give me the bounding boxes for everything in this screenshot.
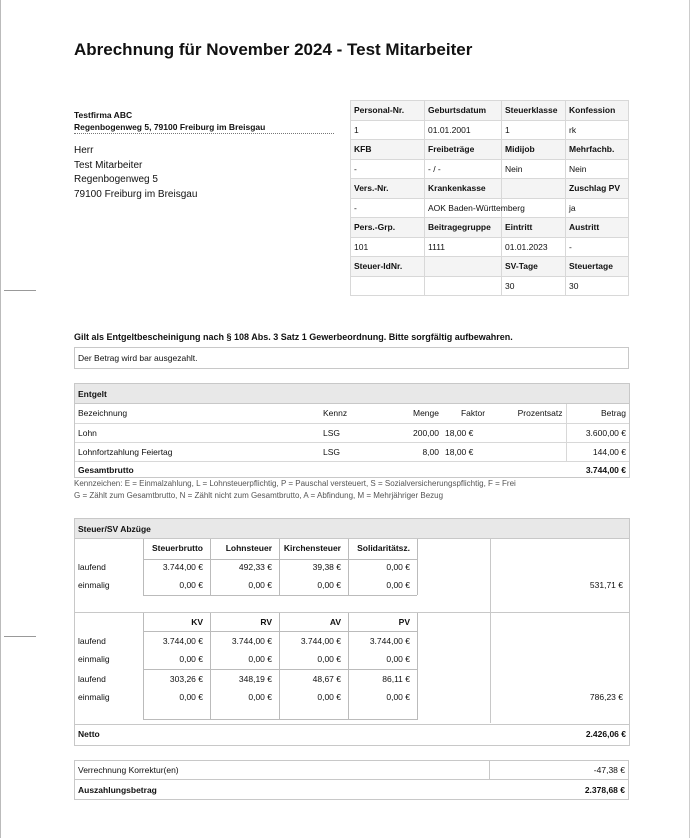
tax-value: 492,33 € [238, 562, 272, 572]
entgelt-cell: 18,00 € [445, 446, 474, 457]
sv-column-header: AV [329, 617, 341, 627]
grid-line [143, 669, 417, 670]
info-label: Zuschlag PV [566, 179, 629, 199]
table-row [75, 423, 629, 442]
info-value: AOK Baden-Württemberg [425, 198, 502, 218]
sv-brutto-value: 0,00 € [248, 654, 272, 664]
info-value: - [351, 198, 425, 218]
sv-beitrag-value: 0,00 € [317, 692, 341, 702]
sv-beitrag-value: 303,26 € [169, 674, 203, 684]
entgelt-cell: LSG [323, 427, 341, 438]
sv-beitrag-value: 0,00 € [179, 692, 203, 702]
info-label: Midijob [502, 140, 566, 160]
sv-brutto-value: 3.744,00 € [369, 636, 410, 646]
info-value: ja [566, 198, 629, 218]
entgelt-col-menge: Menge [413, 408, 439, 419]
grid-line [143, 595, 417, 596]
sv-beitrag-value: 86,11 € [382, 674, 410, 684]
tax-total: 531,71 € [589, 580, 623, 590]
entgelt-cell: 18,00 € [445, 427, 474, 438]
tax-column-header: Steuerbrutto [152, 543, 203, 553]
info-label: KFB [351, 140, 425, 160]
grid-line [417, 613, 418, 720]
punch-mark [4, 636, 36, 637]
sv-brutto-value: 0,00 € [317, 654, 341, 664]
tax-value: 39,38 € [312, 562, 341, 572]
netto-value: 2.426,06 € [585, 729, 626, 739]
payment-note-box [74, 347, 629, 369]
info-label: Geburtsdatum [425, 101, 502, 121]
entgelt-header [75, 384, 629, 404]
sv-column-header: KV [191, 617, 203, 627]
certificate-note: Gilt als Entgeltbescheinigung nach § 108 Abs. 3 Satz 1 Gewerbeordnung. Bitte sorgfältig aufbewahren. [74, 332, 513, 342]
entgelt-total-row [75, 461, 629, 478]
info-header-row [351, 257, 629, 277]
info-value: rk [566, 120, 629, 140]
auszahlung-label: Auszahlungsbetrag [78, 785, 157, 795]
tax-row-label: einmalig [78, 580, 110, 590]
grid-line [143, 719, 417, 720]
sv-beitrag-value: 0,00 € [386, 692, 410, 702]
info-header-row [351, 101, 629, 121]
sv-beitrag-value: 48,67 € [312, 674, 341, 684]
tax-value: 0,00 € [317, 580, 341, 590]
auszahlung-box [74, 779, 629, 800]
info-value [351, 276, 425, 296]
info-label: Mehrfachb. [566, 140, 629, 160]
grid-line [143, 613, 144, 720]
netto-divider [75, 724, 629, 725]
info-header-row [351, 179, 629, 199]
sv-column-header: RV [260, 617, 272, 627]
entgelt-cell: Lohn [78, 427, 97, 438]
abzuege-title: Steuer/SV Abzüge [78, 524, 151, 534]
korrektur-value: -47,38 € [593, 765, 625, 775]
page-edge-left [0, 0, 1, 838]
entgelt-cell: LSG [323, 446, 341, 457]
tax-value: 3.744,00 € [162, 562, 203, 572]
tax-value: 0,00 € [386, 580, 410, 590]
abzuege-header [75, 519, 629, 539]
entgelt-table [75, 404, 629, 478]
info-label: Krankenkasse [425, 179, 502, 199]
info-value: 1 [502, 120, 566, 140]
gesamtbrutto-label: Gesamtbrutto [78, 464, 134, 475]
sv-total: 786,23 € [589, 692, 623, 702]
info-value: Nein [566, 159, 629, 179]
info-label: Pers.-Grp. [351, 218, 425, 238]
tax-value: 0,00 € [386, 562, 410, 572]
info-value: - [566, 237, 629, 257]
netto-label: Netto [78, 729, 100, 739]
info-value [425, 276, 502, 296]
sv-brutto-value: 3.744,00 € [162, 636, 203, 646]
abzuege-split-line [75, 612, 490, 613]
sv-brutto-value: 0,00 € [179, 654, 203, 664]
tax-column-header: Solidaritätsz. [357, 543, 410, 553]
legend-line-1: Kennzeichen: E = Einmalzahlung, L = Lohnsteuerpflichtig, P = Pauschal versteuert, S = Sozialversicherungspflichtig, F = Frei [74, 479, 516, 488]
entgelt-cell: 200,00 [413, 427, 439, 438]
info-values-row [351, 276, 629, 296]
entgelt-col-betrag: Betrag [566, 404, 629, 423]
sv-row-label: einmalig [78, 692, 110, 702]
fold-mark [4, 290, 36, 291]
recipient-salutation: Herr [74, 145, 94, 156]
tax-row-label: laufend [78, 562, 106, 572]
entgelt-col-prozentsatz: Prozentsatz [517, 408, 563, 419]
tax-column-header: Lohnsteuer [225, 543, 272, 553]
entgelt-col-kennz: Kennz [323, 408, 348, 419]
tax-column-header: Kirchensteuer [283, 543, 341, 553]
sender-block [74, 109, 265, 133]
recipient-city: 79100 Freiburg im Breisgau [74, 188, 198, 200]
info-label: Beitragegruppe [425, 218, 502, 238]
sender-address: Regenbogenweg 5, 79100 Freiburg im Breisgau [74, 122, 266, 132]
info-label: Personal-Nr. [351, 101, 425, 121]
korrektur-value-box [489, 760, 629, 780]
entgelt-title: Entgelt [78, 389, 107, 399]
tax-value: 0,00 € [179, 580, 203, 590]
info-values-row [351, 159, 629, 179]
employee-info-table [350, 100, 629, 296]
recipient-name: Test Mitarbeiter [74, 159, 143, 171]
info-value: 101 [351, 237, 425, 257]
info-label: SV-Tage [502, 257, 566, 277]
abzuege-section [74, 518, 630, 746]
abzuege-split-line-right [490, 612, 629, 613]
info-value: 1 [351, 120, 425, 140]
entgelt-cell: 3.600,00 € [566, 423, 629, 442]
info-values-row [351, 198, 629, 218]
entgelt-cell: 144,00 € [566, 442, 629, 461]
info-value: - [351, 159, 425, 179]
info-label: Eintritt [502, 218, 566, 238]
info-value: 01.01.2023 [502, 237, 566, 257]
sender-divider [74, 133, 334, 134]
info-label: Steuer-IdNr. [351, 257, 425, 277]
info-header-row [351, 140, 629, 160]
sv-column-header: PV [398, 617, 410, 627]
info-value: 01.01.2001 [425, 120, 502, 140]
entgelt-section [74, 383, 630, 478]
entgelt-cell [504, 423, 566, 442]
sv-row-label: einmalig [78, 654, 110, 664]
page-edge-right [689, 0, 690, 838]
info-value: Nein [502, 159, 566, 179]
info-value: 30 [566, 276, 629, 296]
grid-line [348, 613, 349, 720]
korrektur-label-box [74, 760, 490, 780]
gesamtbrutto-value: 3.744,00 € [585, 464, 626, 475]
sv-beitrag-value: 348,19 € [238, 674, 272, 684]
info-label: Vers.-Nr. [351, 179, 425, 199]
info-value: - / - [425, 159, 502, 179]
info-values-row [351, 237, 629, 257]
sv-brutto-value: 0,00 € [386, 654, 410, 664]
sv-brutto-value: 3.744,00 € [300, 636, 341, 646]
sv-row-label: laufend [78, 674, 106, 684]
entgelt-cell: 8,00 [422, 446, 439, 457]
sv-row-label: laufend [78, 636, 106, 646]
page-title: Abrechnung für November 2024 - Test Mitarbeiter [74, 40, 473, 59]
recipient-address [74, 144, 197, 202]
info-label [502, 179, 566, 199]
info-label [425, 257, 502, 277]
kennzeichen-legend [74, 478, 516, 502]
entgelt-column-row [75, 404, 629, 423]
sv-brutto-value: 3.744,00 € [231, 636, 272, 646]
sv-beitrag-value: 0,00 € [248, 692, 272, 702]
payment-note: Der Betrag wird bar ausgezahlt. [78, 353, 198, 363]
auszahlung-value: 2.378,68 € [584, 785, 625, 795]
tax-value: 0,00 € [248, 580, 272, 590]
table-row [75, 442, 629, 461]
info-label: Steuerklasse [502, 101, 566, 121]
entgelt-col-bezeichnung: Bezeichnung [78, 408, 128, 419]
entgelt-col-faktor: Faktor [460, 408, 486, 419]
entgelt-cell: Lohnfortzahlung Feiertag [78, 446, 173, 457]
grid-line [143, 559, 417, 560]
legend-line-2: G = Zählt zum Gesamtbrutto, N = Zählt nicht zum Gesamtbrutto, A = Abfindung, M = Mehrjähriger Bezug [74, 491, 444, 500]
entgelt-cell [504, 442, 566, 461]
info-value: 30 [502, 276, 566, 296]
info-header-row [351, 218, 629, 238]
sender-name: Testfirma ABC [74, 110, 133, 120]
info-label: Freibeträge [425, 140, 502, 160]
grid-line [143, 631, 417, 632]
info-label: Austritt [566, 218, 629, 238]
info-value: 1111 [425, 237, 502, 257]
grid-line [279, 613, 280, 720]
recipient-street: Regenbogenweg 5 [74, 174, 158, 185]
grid-line [417, 539, 418, 595]
info-values-row [351, 120, 629, 140]
grid-line [210, 613, 211, 720]
korrektur-label: Verrechnung Korrektur(en) [78, 765, 179, 775]
info-label: Steuertage [566, 257, 629, 277]
info-label: Konfession [566, 101, 629, 121]
